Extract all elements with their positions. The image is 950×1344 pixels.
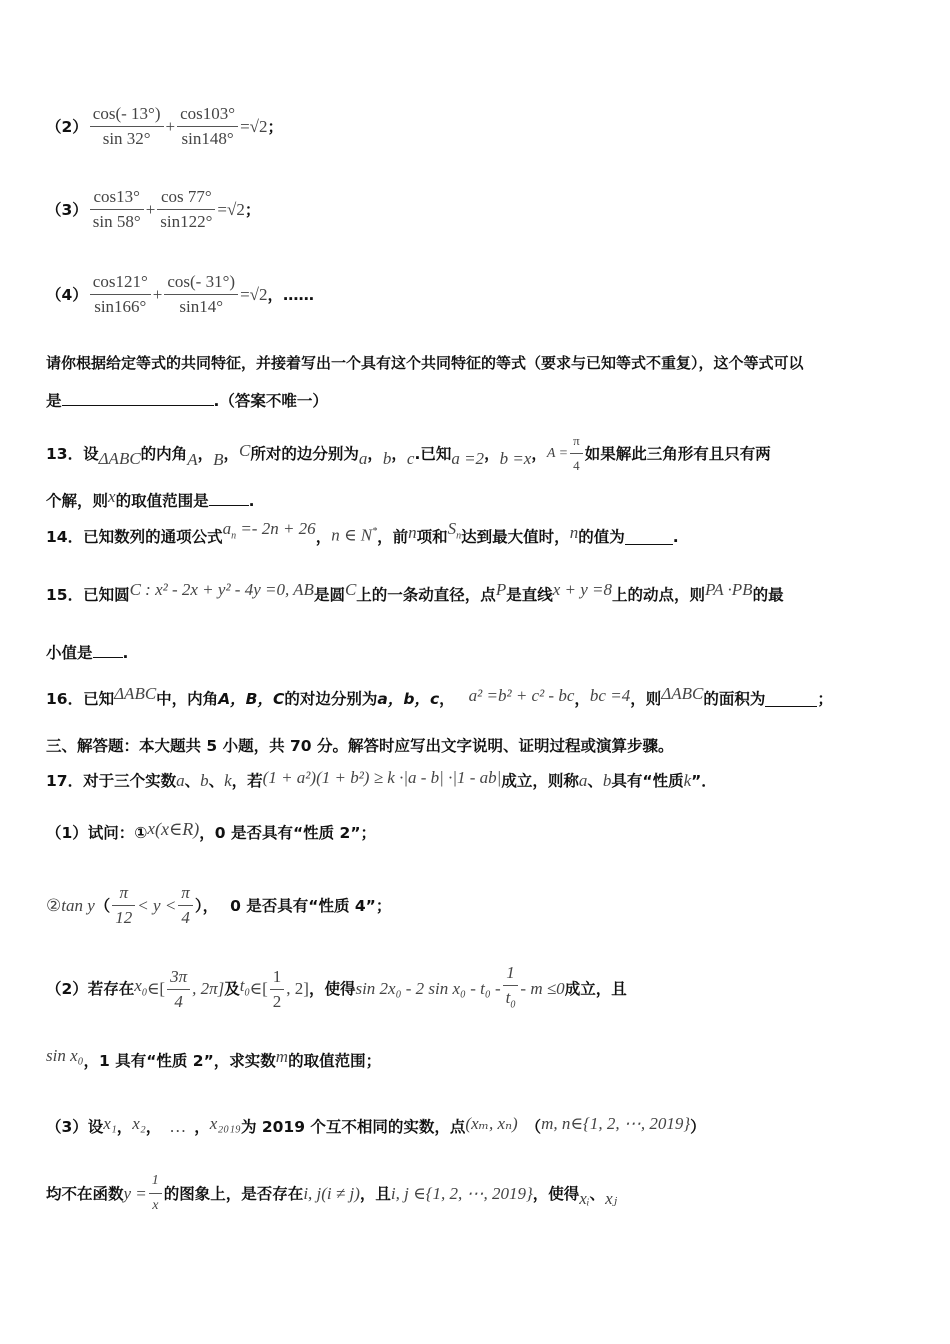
q12-instruction: 请你根据给定等式的共同特征，并接着写出一个具有这个共同特征的等式（要求与已知等式不重复），这个等式可以 <box>46 354 804 372</box>
fraction: $\frac{\pi}{4}$ <box>570 430 583 477</box>
q17-part3: （3）设 x₁ ， x₂ ， … ， x₂₀₁₉ 为 2019 个互不相同的实数，点 (xₘ, xₙ) （ m, n∈{1, 2, ⋯, 2019} ） <box>46 1114 706 1136</box>
q17-part2-line2: sin x₀ ，1 具有“性质 2”，求实数 m 的取值范围； <box>46 1046 382 1070</box>
q12-answer-line: 是 .（答案不唯一） <box>46 392 328 410</box>
equation-2: （2） $\frac{\cos(- 13^\circ)}{\sin 32^\circ}$ + $\frac{\cos 103^\circ}{\sin 148^\circ}$ =√2 ； <box>46 104 283 148</box>
q17-part2: （2）若存在 $x_0$ ∈[ $\frac{3\pi}{4}$ , 2π] 及 $t_0$ ∈[ $\frac{1}{2}$ , 2] ，使得 sin 2x₀ - 2 sin x₀ - t₀ - $\frac{1}{t_0}$ - m ≤0 成立，且 <box>46 962 627 1016</box>
fraction: $\frac{1}{2}$ <box>270 966 285 1013</box>
question-14: 14．已知数列的通项公式 $a_n =- 2n + 26$ ， n ∈ N* ，前 n 项和 $S_n$ 达到最大值时， n 的值为 . <box>46 519 679 546</box>
q17-part3-line2: 均不在函数 y = $\frac{1}{x}$ 的图象上，是否存在 i, j (i ≠ j) ，且 i, j ∈{1, 2, ⋯, 2019} ，使得 xᵢ 、 xⱼ <box>46 1170 617 1217</box>
answer-blank[interactable] <box>209 491 249 506</box>
question-16: 16．已知 ΔABC 中，内角 A，B，C 的对边分别为 a，b，c ， a² =b² + c² - bc ， bc =4 ，则 ΔABC 的面积为 ； <box>46 684 833 708</box>
fraction: $\frac{3\pi}{4}$ <box>167 966 190 1013</box>
fraction: $\frac{\pi}{12}$ <box>112 882 135 929</box>
question-13: 13．设 ΔABC 的内角 A ， B ， C 所对的边分别为 a ， b ， c .已知 a =2 ， b =x ， A = $\frac{\pi}{4}$ 如果解此三角形有且只有两 <box>46 430 771 477</box>
answer-blank[interactable] <box>62 391 214 406</box>
fraction: $\frac{\cos 13^\circ}{\sin 58^\circ}$ <box>90 186 144 233</box>
question-15: 15．已知圆 C : x² - 2x + y² - 4y =0, AB 是圆 C 上的一条动直径，点 P 是直线 x + y =8 上的动点，则 PA ·PB 的最 <box>46 580 784 604</box>
fraction: $\frac{\pi}{4}$ <box>178 882 193 929</box>
section-3-heading: 三、解答题：本大题共 5 小题，共 70 分。解答时应写出文字说明、证明过程或演算步骤。 <box>46 737 674 755</box>
equation-3: （3） $\frac{\cos 13^\circ}{\sin 58^\circ}$ + $\frac{\cos 77^\circ}{\sin 122^\circ}$ =√2 ； <box>46 187 261 231</box>
fraction: $\frac{1}{t_0}$ <box>503 962 519 1016</box>
fraction: $\frac{\cos 121^\circ}{\sin 166^\circ}$ <box>90 271 151 318</box>
item-label: （4） <box>46 285 88 304</box>
fraction: $\frac{1}{x}$ <box>149 1170 162 1217</box>
question-13-line2: 个解，则x的取值范围是 . <box>46 487 255 510</box>
answer-blank[interactable] <box>93 643 123 658</box>
fraction: $\frac{\cos 77^\circ}{\sin 122^\circ}$ <box>157 186 215 233</box>
fraction: $\frac{\cos(- 31^\circ)}{\sin 14^\circ}$ <box>164 271 238 318</box>
item-label: （2） <box>46 117 88 136</box>
answer-blank[interactable] <box>625 530 673 545</box>
item-label: （3） <box>46 200 88 219</box>
q17-part1-1: （1）试问：① x (x∈R) ，0 是否具有“性质 2”； <box>46 819 377 842</box>
q17-part1-2: ② tan y （ $\frac{\pi}{12}$ < y < $\frac{\pi}{4}$ ）， 0 是否具有“性质 4”； <box>46 883 392 927</box>
question-15-line2: 小值是 . <box>46 644 129 662</box>
fraction: $\frac{\cos(- 13^\circ)}{\sin 32^\circ}$ <box>90 103 164 150</box>
equation-4: （4） $\frac{\cos 121^\circ}{\sin 166^\circ}$ + $\frac{\cos(- 31^\circ)}{\sin 14^\circ}$ =√2 ，…… <box>46 272 314 316</box>
question-17: 17．对于三个实数 a 、 b 、 k ，若 (1 + a²)(1 + b²) ≥ k ·|a - b| ·|1 - ab| 成立，则称 a 、 b 具有“性质 k ”． <box>46 768 717 790</box>
answer-blank[interactable] <box>765 692 817 707</box>
fraction: $\frac{\cos 103^\circ}{\sin 148^\circ}$ <box>177 103 238 150</box>
